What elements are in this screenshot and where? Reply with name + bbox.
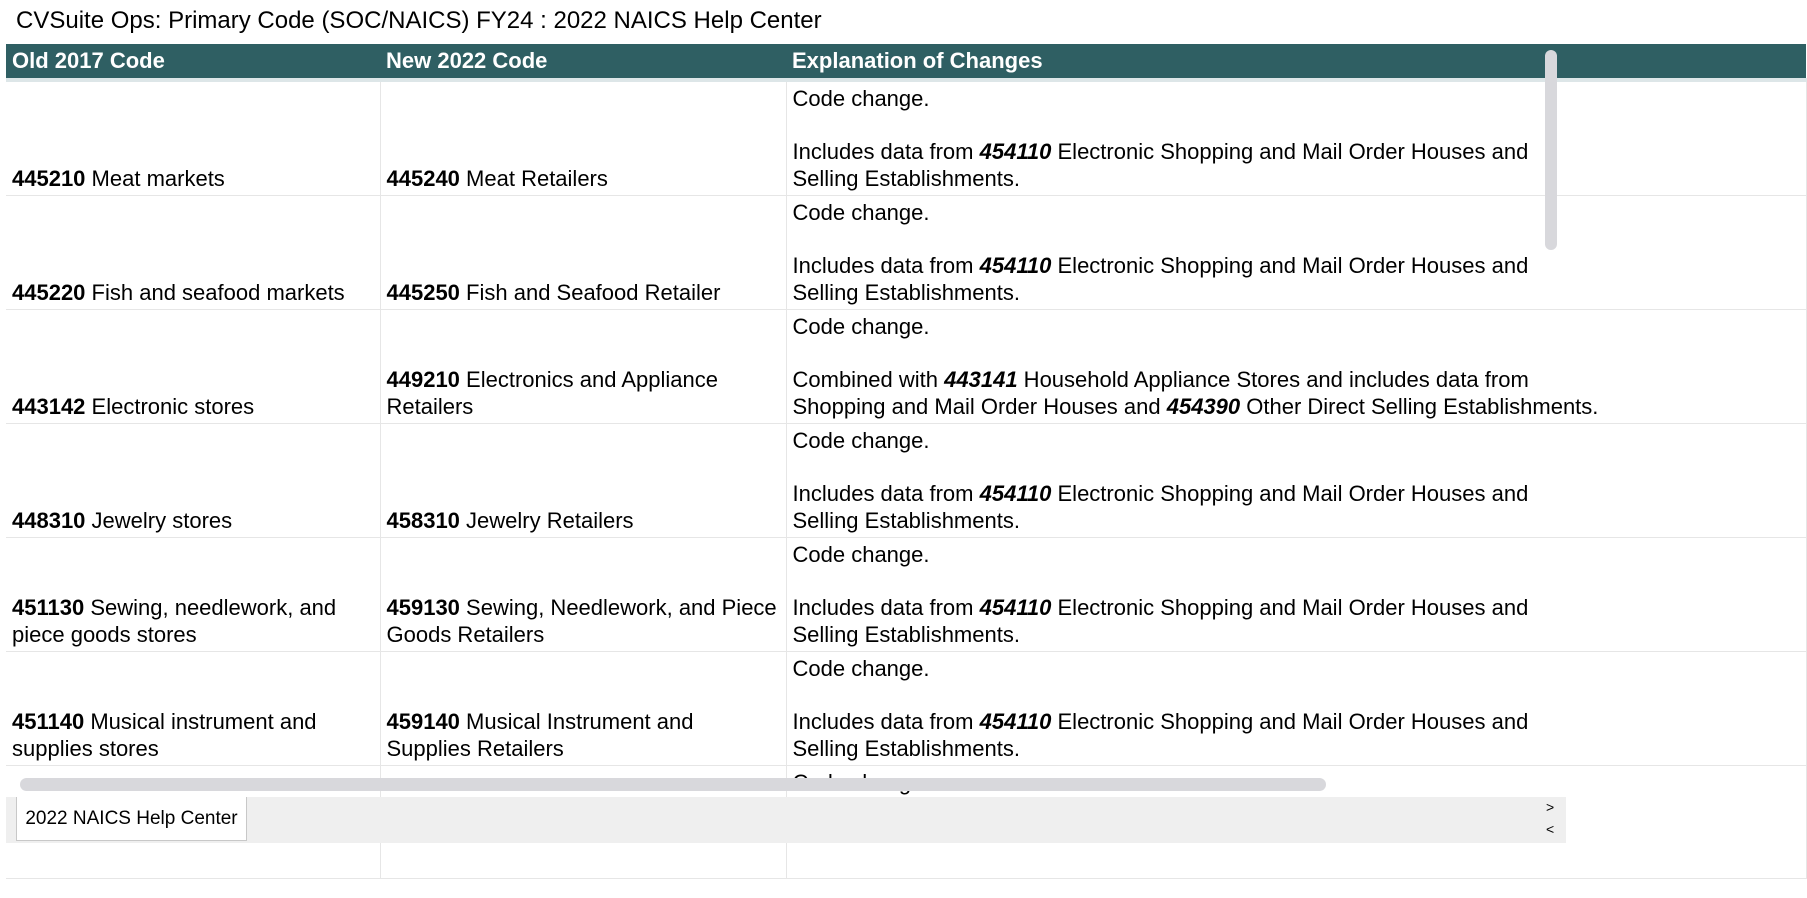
explanation-text: Other Direct Selling Establishments. <box>1240 393 1599 419</box>
explanation-gap <box>793 113 1800 140</box>
explanation-text: Electronic Shopping and Mail Order Houses and <box>1051 709 1529 734</box>
explanation-line-3 <box>793 280 1800 307</box>
new-code-name: Meat Retailers <box>466 165 608 191</box>
old-code-number: 451130 <box>12 595 85 620</box>
explanation-text: Electronic Shopping and Mail Order Houses and <box>1051 595 1529 620</box>
tab-next-arrow-icon[interactable]: > <box>1546 799 1555 815</box>
table-row[interactable] <box>6 652 1806 766</box>
header-row <box>6 44 1806 80</box>
table-row[interactable] <box>6 310 1806 424</box>
explanation-gap <box>793 569 1800 596</box>
old-code-number: 445220 <box>12 279 86 305</box>
column-header-old-code[interactable]: Old 2017 Code <box>6 44 380 80</box>
window-title: CVSuite Ops: Primary Code (SOC/NAICS) FY24 : 2022 NAICS Help Center <box>16 7 822 34</box>
explanation-text: Includes data from <box>792 595 980 620</box>
cell-new-code[interactable] <box>380 538 786 652</box>
explanation-line-3 <box>793 166 1800 193</box>
table-row[interactable] <box>6 424 1806 538</box>
cell-explanation[interactable] <box>786 652 1806 766</box>
explanation-line-2 <box>793 367 1800 394</box>
explanation-text: Selling Establishments. <box>792 165 1020 191</box>
column-header-explanation[interactable]: Explanation of Changes <box>786 44 1806 80</box>
table-row[interactable] <box>6 538 1806 652</box>
explanation-line-2 <box>793 595 1800 622</box>
naics-table <box>6 44 1807 879</box>
explanation-gap <box>793 683 1800 710</box>
explanation-line-3 <box>793 394 1800 421</box>
explanation-code: 454110 <box>979 481 1052 506</box>
explanation-line-1: Code change. <box>792 656 930 681</box>
cell-new-code[interactable] <box>380 310 786 424</box>
explanation-text: Household Appliance Stores and includes data from <box>1017 367 1529 392</box>
explanation-gap <box>793 341 1800 368</box>
cell-new-code[interactable] <box>380 424 786 538</box>
column-header-new-code[interactable]: New 2022 Code <box>380 44 786 80</box>
explanation-gap <box>793 227 1800 254</box>
explanation-line-3 <box>793 622 1800 649</box>
explanation-text: Selling Establishments. <box>792 507 1020 533</box>
old-code-name: Fish and seafood markets <box>91 279 345 305</box>
explanation-gap <box>793 455 1800 482</box>
cell-explanation[interactable] <box>786 80 1806 196</box>
explanation-text: Includes data from <box>792 253 980 278</box>
cell-new-code[interactable] <box>380 196 786 310</box>
cell-old-code[interactable] <box>6 196 380 310</box>
explanation-text: Includes data from <box>792 481 980 506</box>
tab-prev-arrow-icon[interactable]: < <box>1546 821 1555 837</box>
explanation-text: Combined with <box>792 367 945 392</box>
cell-old-code[interactable] <box>6 310 380 424</box>
cell-old-code[interactable] <box>6 538 380 652</box>
sheet-tab-strip <box>6 797 1566 843</box>
new-code-number: 458310 <box>386 507 460 533</box>
explanation-line-1: Code change. <box>792 200 930 225</box>
cell-explanation[interactable] <box>786 310 1806 424</box>
explanation-text: Includes data from <box>792 139 980 164</box>
new-code-number: 449210 <box>386 367 460 392</box>
old-code-name: Sewing, needlework, and piece goods stores <box>12 595 337 647</box>
explanation-text: Includes data from <box>792 709 980 734</box>
explanation-code: 454390 <box>1166 393 1241 419</box>
cell-old-code[interactable] <box>6 424 380 538</box>
explanation-text: Shopping and Mail Order Houses and <box>792 393 1167 419</box>
table-row[interactable] <box>6 80 1806 196</box>
explanation-line-1: Code change. <box>792 542 930 567</box>
cell-explanation[interactable] <box>786 424 1806 538</box>
new-code-number: 459130 <box>386 595 460 620</box>
explanation-text: Selling Establishments. <box>792 621 1020 647</box>
new-code-number: 445250 <box>386 279 460 305</box>
explanation-line-3 <box>793 508 1800 535</box>
new-code-name: Fish and Seafood Retailer <box>466 279 721 305</box>
old-code-name: Jewelry stores <box>91 507 233 533</box>
old-code-number: 451140 <box>12 709 85 734</box>
explanation-code: 454110 <box>979 595 1052 620</box>
old-code-number: 443142 <box>12 393 86 419</box>
title-bar <box>0 0 1666 44</box>
explanation-code: 443141 <box>944 367 1018 392</box>
new-code-name: Sewing, Needlework, and Piece Goods Retailers <box>386 595 777 647</box>
explanation-text: Electronic Shopping and Mail Order Houses and <box>1051 481 1529 506</box>
explanation-code: 454110 <box>979 139 1052 164</box>
explanation-text: Electronic Shopping and Mail Order Houses and <box>1051 139 1529 164</box>
old-code-number: 448310 <box>12 507 86 533</box>
explanation-line-1: Code change. <box>792 314 930 339</box>
table-row[interactable] <box>6 196 1806 310</box>
old-code-number: 445210 <box>12 165 86 191</box>
explanation-text: Selling Establishments. <box>792 279 1020 305</box>
explanation-line-1: Code change. <box>792 86 930 111</box>
new-code-name: Jewelry Retailers <box>466 507 634 533</box>
new-code-number: 445240 <box>386 165 460 191</box>
old-code-name: Musical instrument and supplies stores <box>12 709 317 761</box>
cell-old-code[interactable] <box>6 652 380 766</box>
cell-explanation[interactable] <box>786 538 1806 652</box>
explanation-line-2 <box>793 481 1800 508</box>
table-viewport[interactable] <box>6 44 1599 771</box>
explanation-text: Electronic Shopping and Mail Order Houses and <box>1051 253 1529 278</box>
cell-new-code[interactable] <box>380 80 786 196</box>
explanation-line-2 <box>793 709 1800 736</box>
explanation-line-1: Code change. <box>792 428 930 453</box>
explanation-code: 454110 <box>979 253 1052 278</box>
cell-new-code[interactable] <box>380 652 786 766</box>
explanation-line-2 <box>793 139 1800 166</box>
sheet-tab-naics-help-center[interactable]: 2022 NAICS Help Center <box>16 797 247 841</box>
cell-old-code[interactable] <box>6 80 380 196</box>
explanation-line-2 <box>793 253 1800 280</box>
new-code-number: 459140 <box>386 709 460 734</box>
old-code-name: Meat markets <box>91 165 225 191</box>
explanation-text: Selling Establishments. <box>792 735 1020 761</box>
explanation-line-3 <box>793 736 1800 763</box>
new-code-name: Musical Instrument and Supplies Retailers <box>386 709 694 761</box>
vertical-scrollbar[interactable] <box>1545 50 1557 250</box>
cell-explanation[interactable] <box>786 196 1806 310</box>
explanation-code: 454110 <box>979 709 1052 734</box>
horizontal-scrollbar[interactable] <box>20 778 1326 791</box>
new-code-name: Electronics and Appliance Retailers <box>386 367 718 419</box>
old-code-name: Electronic stores <box>91 393 255 419</box>
